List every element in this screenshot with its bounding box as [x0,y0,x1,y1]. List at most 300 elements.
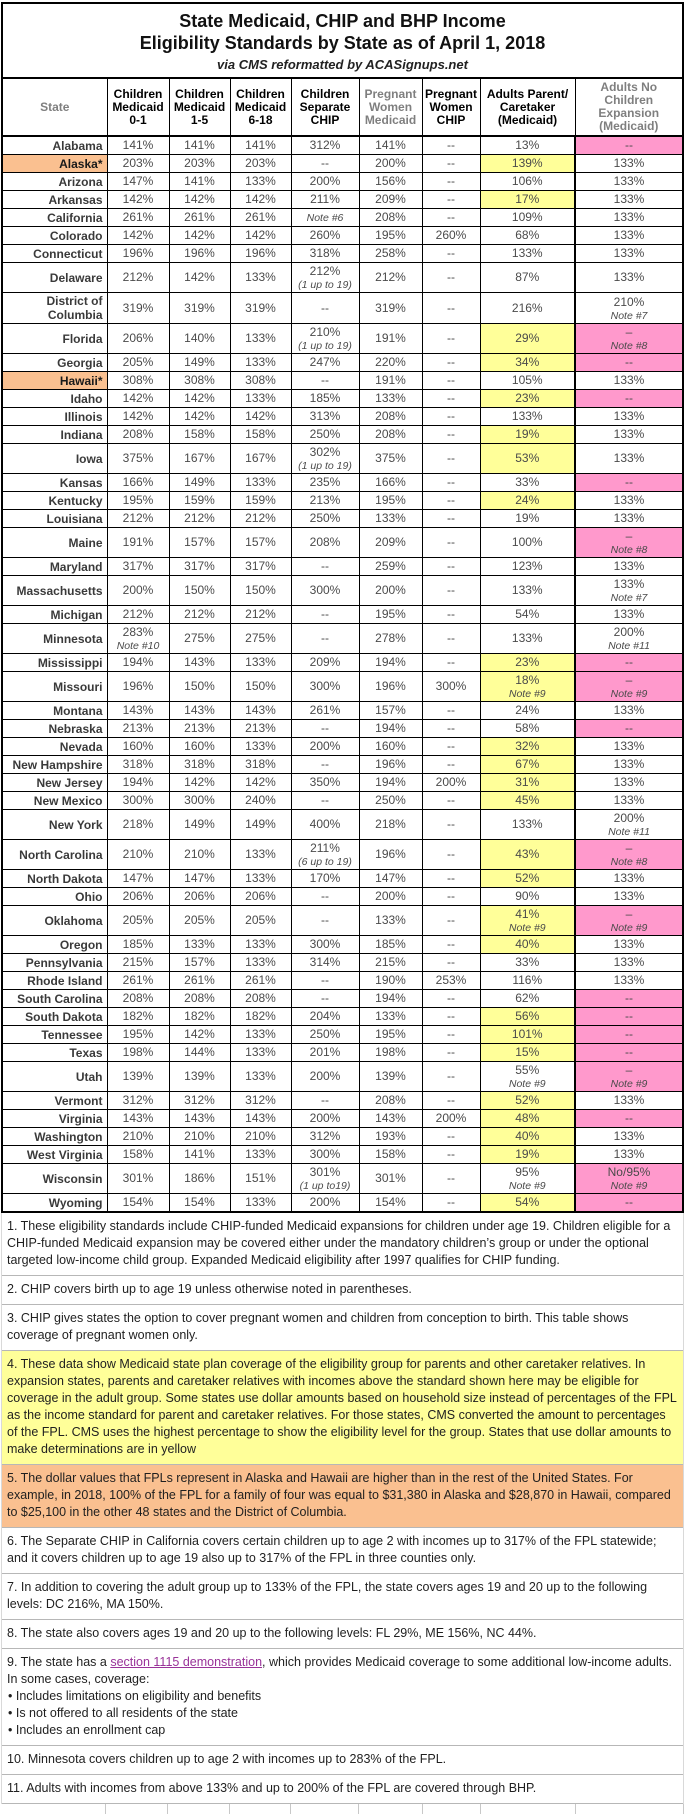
state-cell: Ohio [2,888,107,906]
value-cell: -- [291,792,359,810]
table-row [2,702,683,720]
value-cell: -- [422,408,480,426]
column-header-children-medicaid-6-18: Children Medicaid 6-18 [230,78,291,136]
value-cell: 24% [480,492,575,510]
value-cell: 17% [480,191,575,209]
value-cell: -- [575,1194,683,1213]
value-cell: 375% [107,444,169,474]
value-cell: 212% [230,510,291,528]
value-cell: 213% [169,720,230,738]
value-cell: 212% [169,606,230,624]
grid-stub [106,1804,168,1814]
value-cell: 33% [480,474,575,492]
value-cell: 147% [169,870,230,888]
value-cell: 216% [480,293,575,324]
value-cell: 133% [575,372,683,390]
value-cell: -- [291,558,359,576]
value-cell: -- [422,136,480,155]
value-cell: 133% [169,936,230,954]
value-cell: 195% [359,606,422,624]
table-row [2,1044,683,1062]
value-cell: 54% [480,1194,575,1213]
value-cell: 208% [359,426,422,444]
value-cell: -- [422,1008,480,1026]
value-cell: 196% [169,245,230,263]
value-cell: 34% [480,354,575,372]
value-cell: 141% [359,136,422,155]
value-cell: 159% [169,492,230,510]
state-cell: Montana [2,702,107,720]
table-row [2,173,683,191]
column-header-pregnant-women-chip: Pregnant Women CHIP [422,78,480,136]
value-cell: -- [575,1026,683,1044]
value-cell: 133% [230,1146,291,1164]
table-row [2,209,683,227]
value-cell: 24% [480,702,575,720]
value-cell: 200% [359,576,422,606]
value-cell: 212% [107,606,169,624]
value-cell: 149% [169,810,230,840]
value-cell: 67% [480,756,575,774]
grid-stub [423,1804,481,1814]
value-cell: 158% [359,1146,422,1164]
state-cell: Alabama [2,136,107,155]
value-cell: 133% [575,702,683,720]
value-cell: 31% [480,774,575,792]
value-cell: 350% [291,774,359,792]
value-cell: -- [422,444,480,474]
table-row [2,390,683,408]
state-cell: Georgia [2,354,107,372]
value-cell: 29% [480,324,575,354]
value-cell: 220% [359,354,422,372]
value-cell: – Note #9 [575,906,683,936]
value-cell: 23% [480,390,575,408]
value-cell: 240% [230,792,291,810]
value-cell: -- [422,173,480,191]
value-cell: 133% [230,654,291,672]
value-cell: -- [422,426,480,444]
value-cell: 142% [230,774,291,792]
value-cell: -- [291,720,359,738]
value-cell: 141% [169,173,230,191]
state-cell: Colorado [2,227,107,245]
value-cell: – Note #9 [575,672,683,702]
value-cell: 210% Note #7 [575,293,683,324]
value-cell: 157% [359,702,422,720]
value-cell: 317% [230,558,291,576]
value-cell: 133% [480,624,575,654]
footnote-8: 8. The state also covers ages 19 and 20 up to the following levels: FL 29%, ME 156%, NC 44%. [2,1620,683,1649]
value-cell: 191% [359,372,422,390]
value-cell: 209% [291,654,359,672]
table-row [2,227,683,245]
value-cell: 212% (1 up to 19) [291,263,359,293]
table-row [2,474,683,492]
state-cell: South Carolina [2,990,107,1008]
value-cell: 198% [359,1044,422,1062]
value-cell: 319% [230,293,291,324]
page-title-line2: Eligibility Standards by State as of April 1, 2018 [139,33,546,53]
footnote-text: 9. The state has a [7,1655,111,1669]
value-cell: 191% [359,324,422,354]
value-cell: 300% [169,792,230,810]
value-cell: 319% [107,293,169,324]
grid-stub-row [1,1804,684,1814]
value-cell: 19% [480,426,575,444]
table-row [2,990,683,1008]
value-cell: 13% [480,136,575,155]
value-cell: 167% [169,444,230,474]
value-cell: 200% Note #11 [575,810,683,840]
value-cell: 200% [291,1194,359,1213]
grid-stub [576,1804,684,1814]
value-cell: 133% [230,840,291,870]
value-cell: -- [422,191,480,209]
value-cell: 133% [230,390,291,408]
value-cell: 312% [291,136,359,155]
value-cell: 208% [169,990,230,1008]
value-cell: 206% [107,324,169,354]
value-cell: 318% [230,756,291,774]
value-cell: 300% [291,576,359,606]
value-cell: 150% [230,576,291,606]
value-cell: 194% [107,774,169,792]
state-cell: South Dakota [2,1008,107,1026]
value-cell: – Note #8 [575,840,683,870]
value-cell: -- [422,990,480,1008]
value-cell: 206% [169,888,230,906]
value-cell: 150% [230,672,291,702]
value-cell: -- [422,720,480,738]
value-cell: 259% [359,558,422,576]
value-cell: 133% [575,245,683,263]
value-cell: 196% [107,672,169,702]
value-cell: 250% [291,510,359,528]
value-cell: 190% [359,972,422,990]
value-cell: -- [291,606,359,624]
column-header-children-separate-chip: Children Separate CHIP [291,78,359,136]
value-cell: 133% [480,408,575,426]
value-cell: 133% [359,390,422,408]
value-cell: 301% (1 up to19) [291,1164,359,1194]
value-cell: 133% [575,426,683,444]
value-cell: 206% [230,888,291,906]
value-cell: 133% [575,558,683,576]
state-cell: Utah [2,1062,107,1092]
value-cell: 133% [359,1008,422,1026]
value-cell: 133% [575,227,683,245]
value-cell: 308% [169,372,230,390]
footnotes-section [1,1213,684,1804]
value-cell: 151% [230,1164,291,1194]
value-cell: 142% [107,227,169,245]
table-row [2,492,683,510]
value-cell: -- [291,990,359,1008]
state-cell: Mississippi [2,654,107,672]
value-cell: 142% [169,408,230,426]
value-cell: -- [575,474,683,492]
value-cell: 147% [107,870,169,888]
value-cell: 133% [480,576,575,606]
value-cell: 142% [230,191,291,209]
value-cell: 133% [230,1062,291,1092]
table-row [2,354,683,372]
value-cell: 149% [169,354,230,372]
value-cell: 166% [359,474,422,492]
state-cell: Kansas [2,474,107,492]
value-cell: 133% [230,1044,291,1062]
value-cell: 133% [575,1092,683,1110]
value-cell: 142% [230,408,291,426]
value-cell: 261% [291,702,359,720]
value-cell: 133% [575,408,683,426]
value-cell: 142% [169,1026,230,1044]
value-cell: 185% [359,936,422,954]
value-cell: 15% [480,1044,575,1062]
value-cell: – Note #8 [575,324,683,354]
state-cell: Pennsylvania [2,954,107,972]
value-cell: 200% [291,1062,359,1092]
value-cell: 212% [230,606,291,624]
value-cell: 142% [107,408,169,426]
state-cell: California [2,209,107,227]
value-cell: 95% Note #9 [480,1164,575,1194]
table-row [2,1008,683,1026]
value-cell: 211% (6 up to 19) [291,840,359,870]
value-cell: -- [291,372,359,390]
state-cell: Maryland [2,558,107,576]
value-cell: -- [422,738,480,756]
value-cell: 205% [107,354,169,372]
value-cell: 142% [169,263,230,293]
value-cell: 133% [230,1026,291,1044]
value-cell: 157% [169,954,230,972]
page-title-line1: State Medicaid, CHIP and BHP Income [179,11,506,31]
value-cell: -- [422,936,480,954]
footnote-11: 11. Adults with incomes from above 133% and up to 200% of the FPL are covered through BHP. [2,1775,683,1804]
state-cell: New Mexico [2,792,107,810]
value-cell: -- [575,1110,683,1128]
value-cell: 195% [107,492,169,510]
value-cell: 150% [169,576,230,606]
value-cell: -- [422,209,480,227]
column-header-pregnant-women-medicaid: Pregnant Women Medicaid [359,78,422,136]
value-cell: 158% [169,426,230,444]
footnote-5: 5. The dollar values that FPLs represent in Alaska and Hawaii are higher than in the rest of the United States. For example, in 2018, 100% of the FPL for a family of four was equal to $31,380 in Alaska and $28,870 in Hawaii, compared to $25,100 in the other 48 states and the District of Columbia. [2,1465,683,1528]
value-cell: 318% [169,756,230,774]
state-cell: West Virginia [2,1146,107,1164]
value-cell: 209% [359,191,422,209]
state-cell: Maine [2,528,107,558]
value-cell: 215% [107,954,169,972]
value-cell: 143% [230,702,291,720]
value-cell: 185% [107,936,169,954]
value-cell: 194% [359,720,422,738]
state-cell: Idaho [2,390,107,408]
value-cell: -- [422,810,480,840]
value-cell: 301% [359,1164,422,1194]
eligibility-table [1,77,684,1213]
value-cell: 204% [291,1008,359,1026]
value-cell: 212% [169,510,230,528]
value-cell: -- [575,136,683,155]
value-cell: 235% [291,474,359,492]
value-cell: 33% [480,954,575,972]
value-cell: 133% [230,936,291,954]
value-cell: 23% [480,654,575,672]
value-cell: 206% [107,888,169,906]
value-cell: -- [291,888,359,906]
value-cell: 312% [230,1092,291,1110]
table-row [2,1092,683,1110]
value-cell: 312% [107,1092,169,1110]
table-row [2,810,683,840]
value-cell: 208% [359,408,422,426]
value-cell: -- [422,840,480,870]
value-cell: 211% [291,191,359,209]
state-cell: Iowa [2,444,107,474]
value-cell: 156% [359,173,422,191]
value-cell: 52% [480,870,575,888]
value-cell: -- [422,492,480,510]
table-row [2,954,683,972]
section-1115-demonstration-link[interactable]: section 1115 demonstration [110,1655,263,1669]
value-cell: 52% [480,1092,575,1110]
value-cell: 212% [359,263,422,293]
value-cell: 196% [359,756,422,774]
value-cell: 200% [359,888,422,906]
value-cell: 308% [230,372,291,390]
value-cell: 160% [359,738,422,756]
table-row [2,672,683,702]
value-cell: -- [575,990,683,1008]
value-cell: 133% [575,492,683,510]
state-cell: New Hampshire [2,756,107,774]
state-cell: Texas [2,1044,107,1062]
value-cell: -- [291,293,359,324]
value-cell: 300% [107,792,169,810]
value-cell: 205% [169,906,230,936]
value-cell: 208% [359,209,422,227]
value-cell: 133% [230,954,291,972]
value-cell: 43% [480,840,575,870]
value-cell: 140% [169,324,230,354]
state-cell: Alaska* [2,155,107,173]
value-cell: 147% [107,173,169,191]
value-cell: 201% [291,1044,359,1062]
value-cell: Note #6 [291,209,359,227]
footnote-bullet: • Includes an enrollment cap [8,1723,166,1737]
value-cell: 208% [107,990,169,1008]
value-cell: 133% [575,173,683,191]
value-cell: 194% [107,654,169,672]
value-cell: 208% [291,528,359,558]
table-row [2,426,683,444]
value-cell: -- [422,1026,480,1044]
value-cell: 158% [230,426,291,444]
value-cell: -- [422,606,480,624]
value-cell: 158% [107,1146,169,1164]
value-cell: 143% [169,1110,230,1128]
value-cell: -- [422,870,480,888]
value-cell: 185% [291,390,359,408]
state-cell: Washington [2,1128,107,1146]
value-cell: 133% [359,510,422,528]
value-cell: 139% [169,1062,230,1092]
value-cell: 196% [359,672,422,702]
value-cell: -- [422,576,480,606]
table-row [2,1164,683,1194]
value-cell: -- [422,558,480,576]
state-cell: Nevada [2,738,107,756]
value-cell: 261% [169,209,230,227]
footnote-9 [2,1649,683,1746]
value-cell: 40% [480,936,575,954]
value-cell: -- [291,756,359,774]
grid-stub [481,1804,576,1814]
state-cell: Vermont [2,1092,107,1110]
value-cell: 308% [107,372,169,390]
value-cell: 196% [107,245,169,263]
value-cell: 133% [230,354,291,372]
value-cell: 203% [230,155,291,173]
value-cell: 210% [169,840,230,870]
table-row [2,936,683,954]
value-cell: 319% [359,293,422,324]
value-cell: 144% [169,1044,230,1062]
value-cell: 133% [230,173,291,191]
state-cell: Arizona [2,173,107,191]
value-cell: -- [575,1008,683,1026]
value-cell: 133% [575,510,683,528]
value-cell: -- [422,792,480,810]
state-cell: New Jersey [2,774,107,792]
state-cell: Nebraska [2,720,107,738]
value-cell: 203% [169,155,230,173]
value-cell: 150% [169,672,230,702]
table-row [2,906,683,936]
value-cell: 58% [480,720,575,738]
value-cell: -- [422,324,480,354]
state-cell: Hawaii* [2,372,107,390]
value-cell: -- [422,1044,480,1062]
value-cell: -- [575,390,683,408]
title-box [1,2,684,77]
value-cell: 261% [230,209,291,227]
value-cell: 157% [230,528,291,558]
value-cell: 143% [107,1110,169,1128]
value-cell: -- [575,654,683,672]
value-cell: 205% [230,906,291,936]
value-cell: 312% [291,1128,359,1146]
value-cell: 133% [575,155,683,173]
table-row [2,972,683,990]
footnote-text: , which provides Medicaid coverage to some additional low-income adults. In some cases, coverage: [7,1655,672,1686]
table-row [2,444,683,474]
value-cell: 191% [107,528,169,558]
state-cell: Oregon [2,936,107,954]
footnote-7: 7. In addition to covering the adult group up to 133% of the FPL, the state covers ages 19 and 20 up to the following levels: DC 216%, MA 150%. [2,1574,683,1620]
value-cell: 198% [107,1044,169,1062]
value-cell: 210% (1 up to 19) [291,324,359,354]
column-header-adults-parent-caretaker-medicaid: Adults Parent/ Caretaker (Medicaid) [480,78,575,136]
column-header-adults-no-children-expansion-medicaid: Adults No Children Expansion (Medicaid) [575,78,683,136]
column-header-state: State [2,78,107,136]
value-cell: -- [422,888,480,906]
table-row [2,888,683,906]
value-cell: 139% [359,1062,422,1092]
